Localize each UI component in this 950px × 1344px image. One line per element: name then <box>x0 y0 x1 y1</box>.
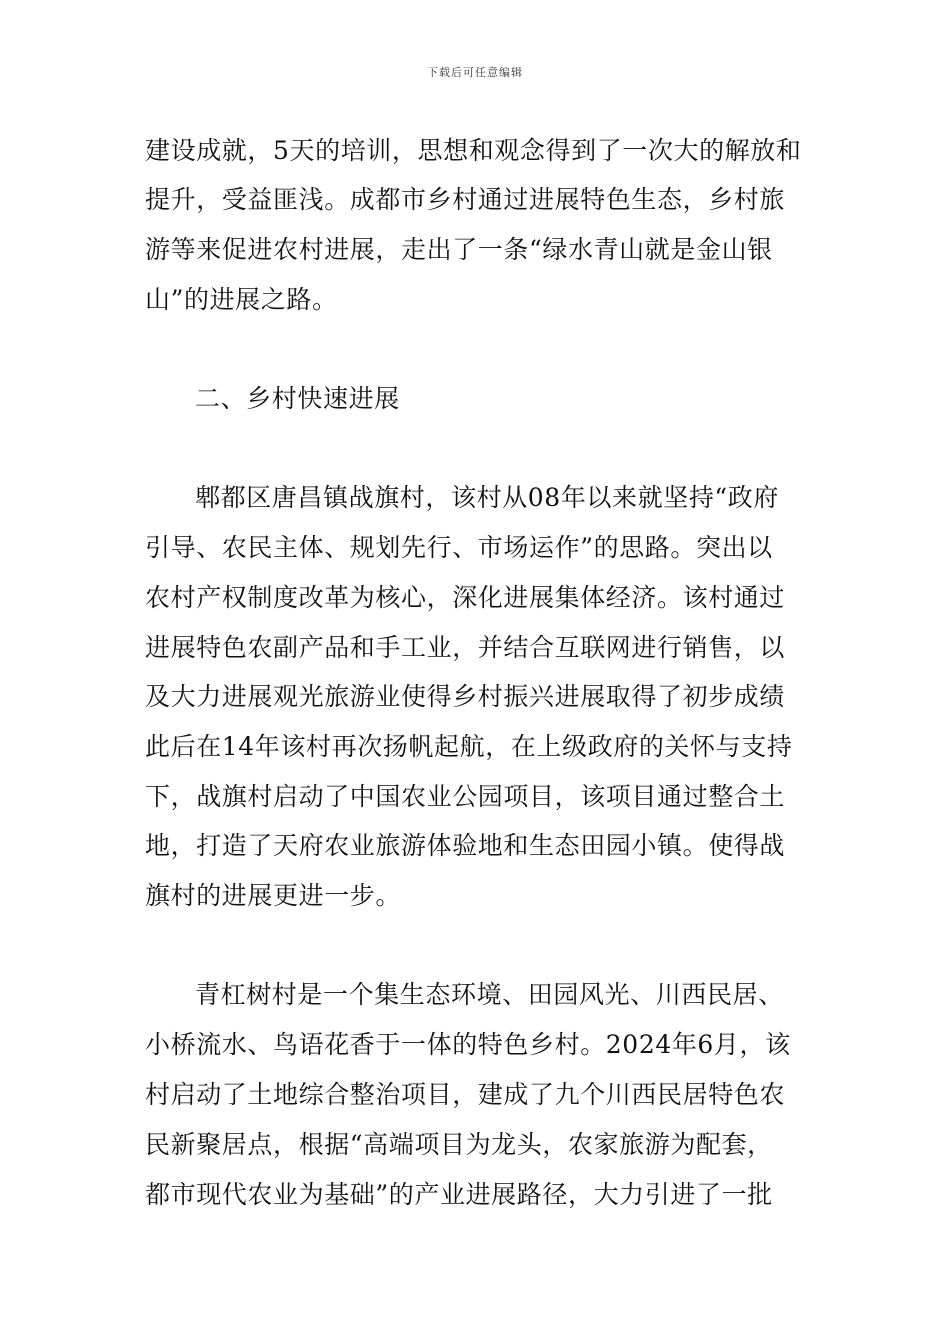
paragraph-3-line-1: 郫都区唐昌镇战旗村，该村从08年以来就坚持“政府 <box>195 483 779 512</box>
paragraph-4-line-3: 村启动了土地综合整治项目，建成了九个川西民居特色农 <box>145 1080 786 1109</box>
paragraph-3-line-5: 及大力进展观光旅游业使得乡村振兴进展取得了初步成绩 <box>145 682 786 711</box>
paragraph-3-line-7: 下，战旗村启动了中国农业公园项目，该项目通过整合土 <box>145 782 786 811</box>
paragraph-3-line-4: 进展特色农副产品和手工业，并结合互联网进行销售，以 <box>145 633 786 662</box>
paragraph-4-line-1: 青杠树村是一个集生态环境、田园风光、川西民居、 <box>195 980 784 1009</box>
paragraph-3-line-3: 农村产权制度改革为核心，深化进展集体经济。该村通过 <box>145 583 786 612</box>
paragraph-3-line-6: 此后在14年该村再次扬帆起航，在上级政府的关怀与支持 <box>145 732 793 761</box>
paragraph-1-line-4: 山”的进展之路。 <box>145 285 338 314</box>
paragraph-3-line-8: 地，打造了天府农业旅游体验地和生态田园小镇。使得战 <box>145 831 786 860</box>
paragraph-4-line-4: 民新聚居点，根据“高端项目为龙头，农家旅游为配套， <box>145 1130 773 1159</box>
paragraph-3-line-9: 旗村的进展更进一步。 <box>145 881 402 910</box>
section-heading: 二、乡村快速进展 <box>195 384 400 413</box>
paragraph-1-line-2: 提升，受益匪浅。成都市乡村通过进展特色生态，乡村旅 <box>145 185 786 214</box>
paragraph-1-line-1: 建设成就，5天的培训，思想和观念得到了一次大的解放和 <box>145 136 802 165</box>
paragraph-1-line-3: 游等来促进农村进展，走出了一条“绿水青山就是金山银 <box>145 235 773 264</box>
paragraph-4-line-2: 小桥流水、鸟语花香于一体的特色乡村。2024年6月，该 <box>145 1030 791 1059</box>
page-header: 下载后可任意编辑 <box>427 66 523 79</box>
paragraph-4-line-5: 都市现代农业为基础”的产业进展路径，大力引进了一批 <box>145 1180 773 1209</box>
paragraph-3-line-2: 引导、农民主体、规划先行、市场运作”的思路。突出以 <box>145 533 773 562</box>
